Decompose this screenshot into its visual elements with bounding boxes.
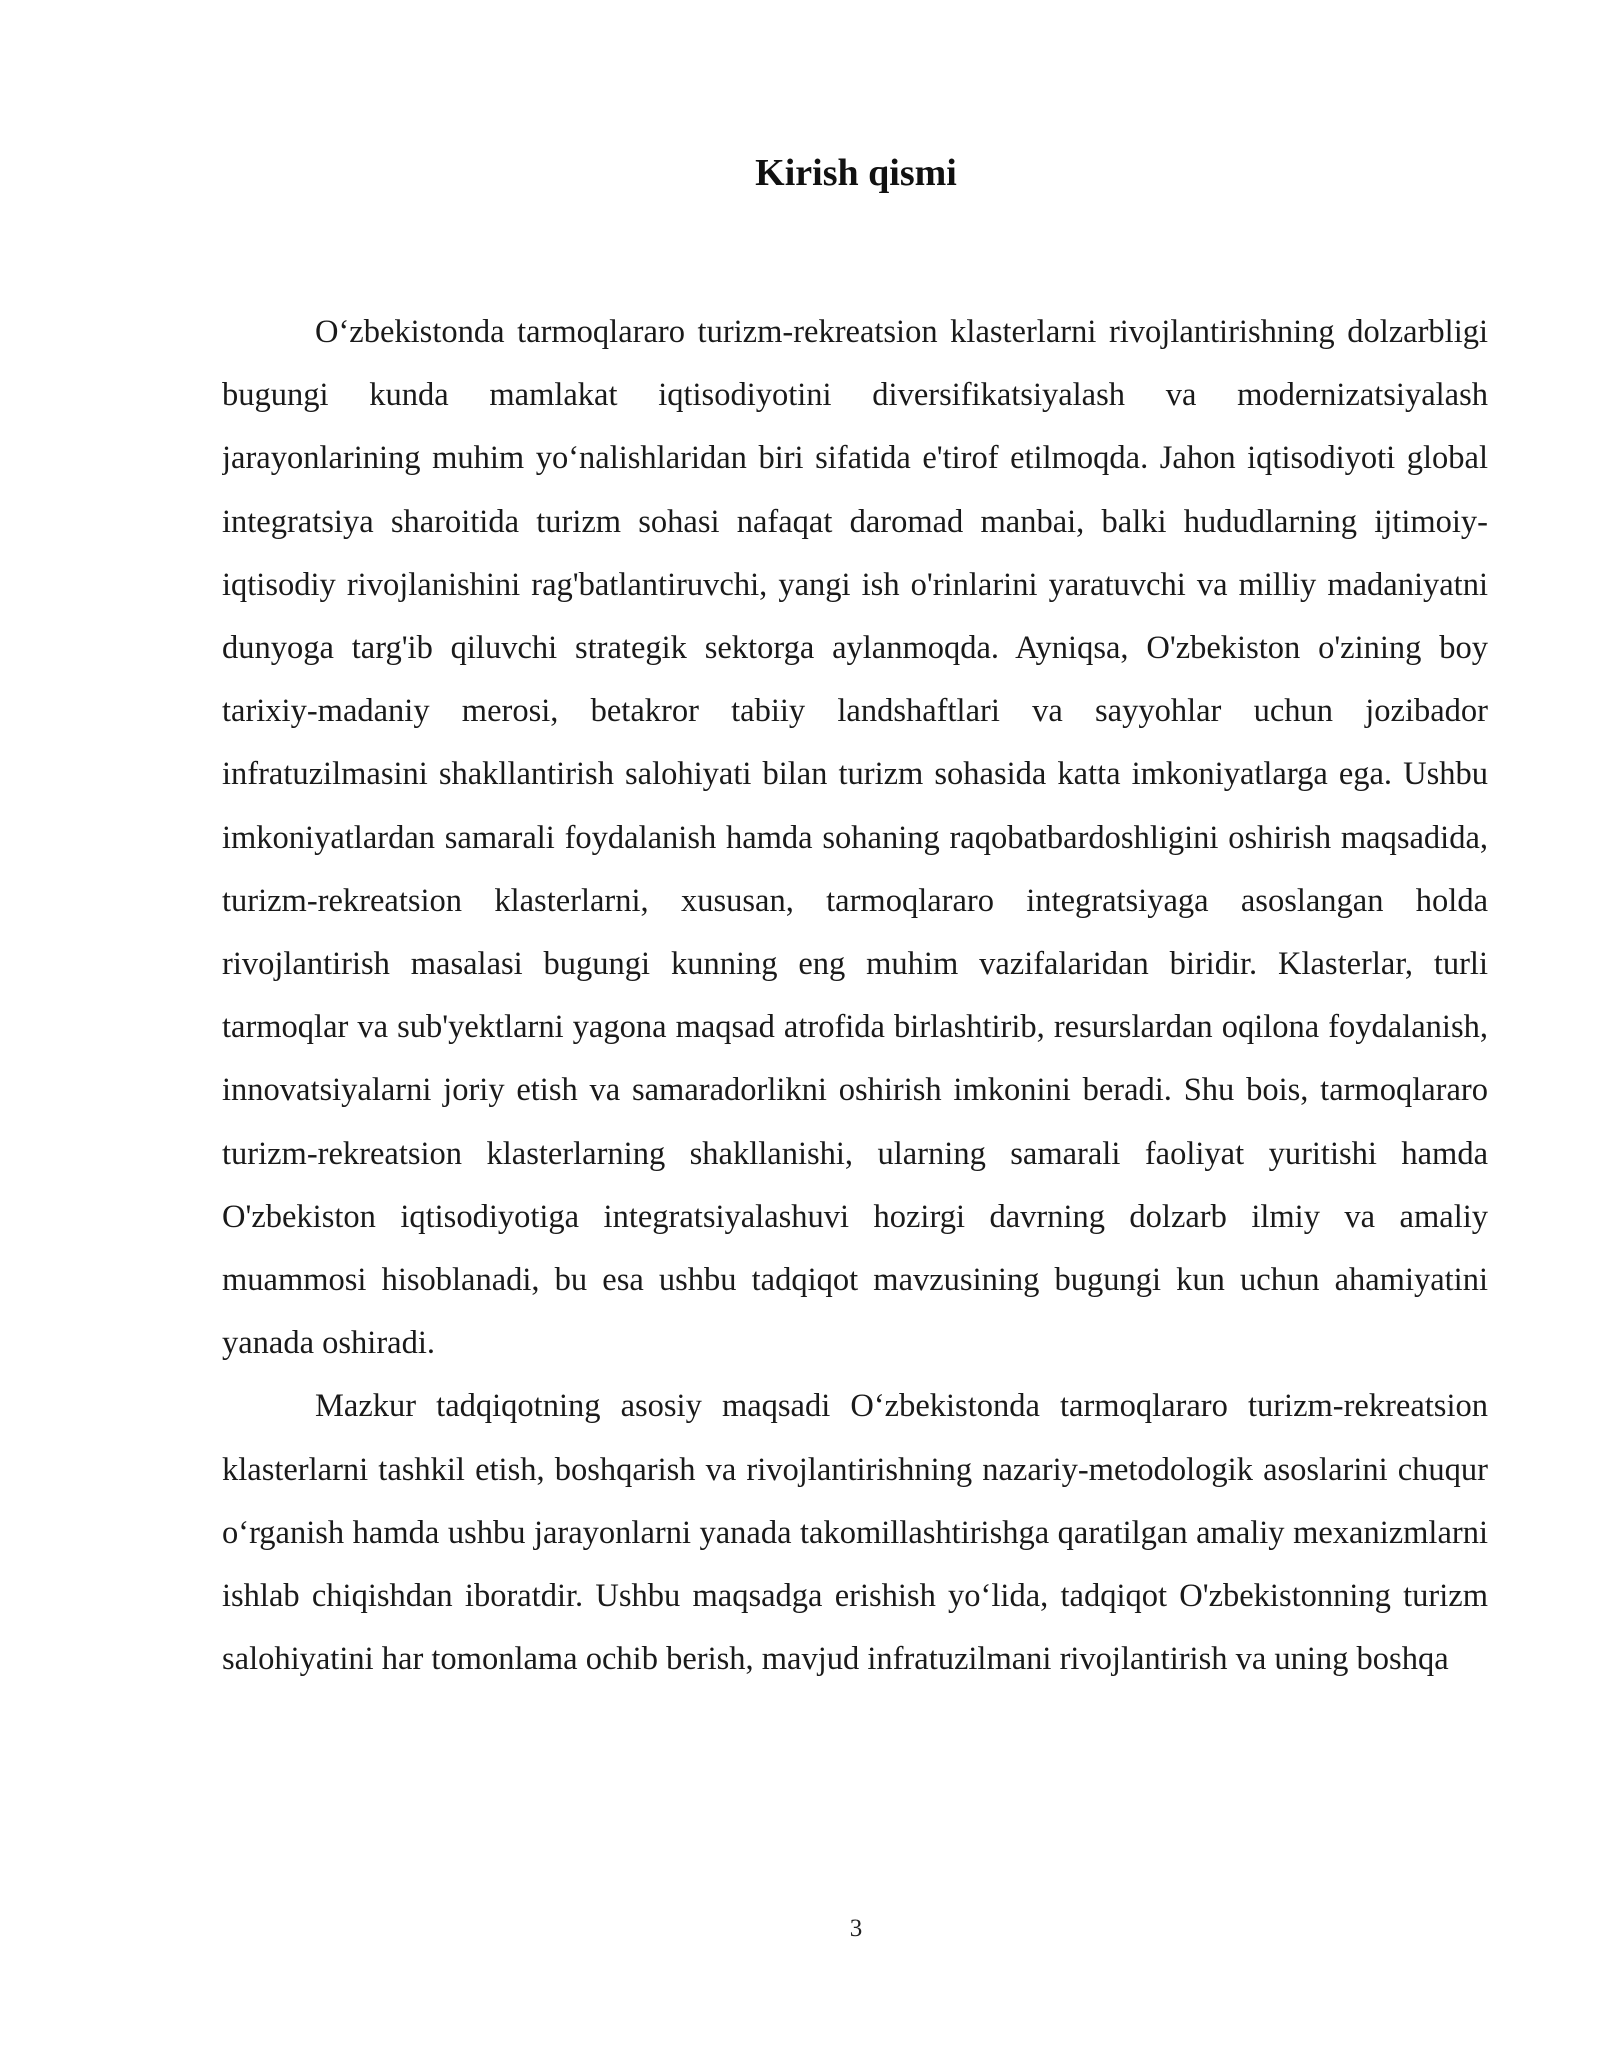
body-text (222, 301, 1488, 1881)
paragraph-1: O‘zbekistonda tarmoqlararo turizm-rekreatsion klasterlarni rivojlantirishning dolzarbligi bugungi kunda mamlakat iqtisodiyotini diversifikatsiyalash va modernizatsiyalash jarayonlarining muhim yo‘nalishlaridan biri sifatida e'tirof etilmoqda. Jahon iqtisodiyoti global integratsiya sharoitida turizm sohasi nafaqat daromad manbai, balki hududlarning ijtimoiy-iqtisodiy rivojlanishini rag'batlantiruvchi, yangi ish o'rinlarini yaratuvchi va milliy madaniyatni dunyoga targ'ib qiluvchi strategik sektorga aylanmoqda. Ayniqsa, O'zbekiston o'zining boy tarixiy-madaniy merosi, betakror tabiiy landshaftlari va sayyohlar uchun jozibador infratuzilmasini shakllantirish salohiyati bilan turizm sohasida katta imkoniyatlarga ega. Ushbu imkoniyatlardan samarali foydalanish hamda sohaning raqobatbardoshligini oshirish maqsadida, turizm-rekreatsion klasterlarni, xususan, tarmoqlararo integratsiyaga asoslangan holda rivojlantirish masalasi bugungi kunning eng muhim vazifalaridan biridir. Klasterlar, turli tarmoqlar va sub'yektlarni yagona maqsad atrofida birlashtirib, resurslardan oqilona foydalanish, innovatsiyalarni joriy etish va samaradorlikni oshirish imkonini beradi. Shu bois, tarmoqlararo turizm-rekreatsion klasterlarning shakllanishi, ularning samarali faoliyat yuritishi hamda O'zbekiston iqtisodiyotiga integratsiyalashuvi hozirgi davrning dolzarb ilmiy va amaliy muammosi hisoblanadi, bu esa ushbu tadqiqot mavzusining bugungi kun uchun ahamiyatini yanada oshiradi. (222, 314, 1488, 1362)
page-title: Kirish qismi (755, 152, 957, 194)
paragraph-2: Mazkur tadqiqotning asosiy maqsadi O‘zbekistonda tarmoqlararo turizm-rekreatsion klasterlarni tashkil etish, boshqarish va rivojlantirishning nazariy-metodologik asoslarini chuqur o‘rganish hamda ushbu jarayonlarni yanada takomillashtirishga qaratilgan amaliy mexanizmlarni ishlab chiqishdan iboratdir. Ushbu maqsadga erishish yo‘lida, tadqiqot O'zbekistonning turizm salohiyatini har tomonlama ochib berish, mavjud infratuzilmani rivojlantirish va uning boshqa (222, 1388, 1488, 1678)
page-number: 3 (849, 1915, 863, 1942)
